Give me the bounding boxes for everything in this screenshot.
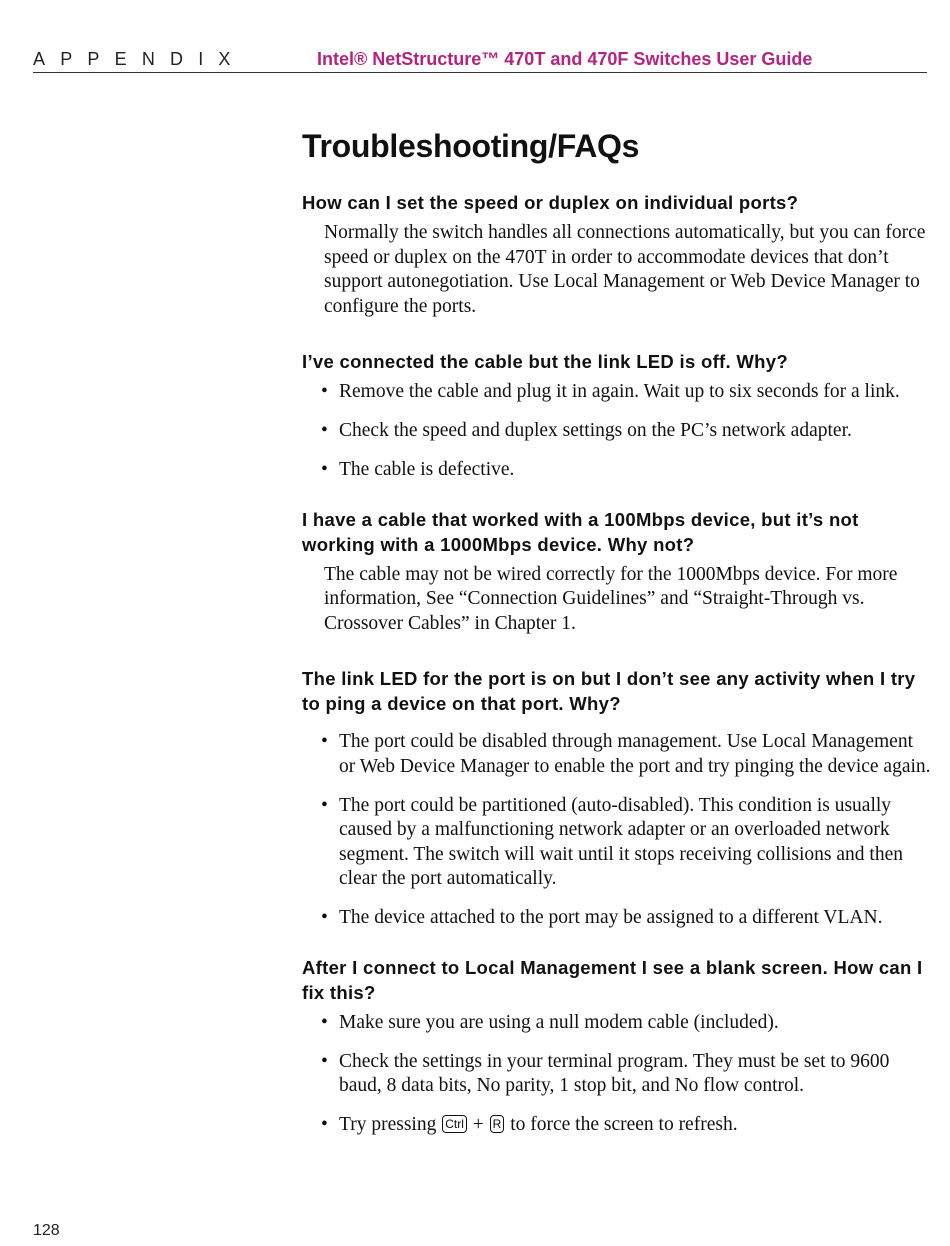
list-item-text-before: Try pressing	[339, 1114, 437, 1135]
r-key-icon: R	[490, 1115, 505, 1133]
list-item	[302, 419, 934, 444]
list-item	[302, 1113, 934, 1138]
list-item-text: Check the speed and duplex settings on the PC’s network adapter.	[339, 420, 852, 441]
faq-bullet-list	[302, 1011, 934, 1138]
guide-title: Intel® NetStructure™ 470T and 470F Switches User Guide	[317, 49, 813, 69]
list-item	[302, 1011, 934, 1036]
faq-question: After I connect to Local Management I see a blank screen. How can I fix this?	[302, 956, 923, 1003]
plus-sign: +	[472, 1114, 484, 1135]
bullet-glyph: •	[321, 381, 328, 402]
bullet-glyph: •	[321, 731, 328, 752]
bullet-glyph: •	[321, 907, 328, 928]
faq-question: The link LED for the port is on but I don’t see any activity when I try to ping a device on that port. Why?	[302, 668, 916, 714]
bullet-glyph: •	[321, 420, 328, 441]
bullet-glyph: •	[321, 794, 328, 816]
faq-bullet-list	[302, 730, 934, 931]
bullet-glyph: •	[321, 1114, 328, 1135]
bullet-glyph: •	[321, 459, 328, 480]
faq-answer: The cable may not be wired correctly for the 1000Mbps device. For more information, See “Connection Guidelines” and “Straight-Through vs. Crossover Cables” in Chapter 1.	[324, 563, 898, 634]
running-header	[33, 48, 927, 73]
list-item	[302, 458, 934, 483]
list-item	[302, 730, 934, 779]
faq-link-led-off	[302, 349, 934, 483]
faq-question: I’ve connected the cable but the link LED is off. Why?	[302, 351, 788, 372]
list-item-text: Remove the cable and plug it in again. Wait up to six seconds for a link.	[339, 381, 900, 402]
faq-answer: Normally the switch handles all connections automatically, but you can force speed or duplex on the 470T in order to accommodate devices that don’t support autonegotiation. Use Local Management or Web Device Manager to configure the ports.	[324, 222, 926, 317]
faq-question: How can I set the speed or duplex on individual ports?	[302, 192, 799, 213]
ctrl-key-icon: Ctrl	[442, 1115, 467, 1133]
list-item-text: The port could be disabled through management. Use Local Management or Web Device Manager to enable the port and try pinging the device again.	[339, 731, 931, 777]
list-item-text: Make sure you are using a null modem cable (included).	[339, 1011, 779, 1033]
list-item-text: Check the settings in your terminal program. They must be set to 9600 baud, 8 data bits, No parity, 1 stop bit, and No flow control.	[339, 1050, 890, 1096]
list-item-text: The cable is defective.	[339, 459, 515, 480]
faq-bullet-list	[302, 380, 934, 483]
list-item	[302, 380, 934, 405]
list-item-text: The device attached to the port may be assigned to a different VLAN.	[339, 907, 883, 928]
main-content	[302, 120, 934, 1162]
list-item	[302, 906, 934, 931]
faq-no-ping-activity	[302, 666, 934, 931]
list-item-text: The port could be partitioned (auto-disabled). This condition is usually caused by a malfunctioning network adapter or an overloaded network segment. The switch will wait until it stops receiving collisions and then clear the port automatically.	[339, 794, 903, 889]
bullet-glyph: •	[321, 1050, 328, 1072]
appendix-label: APPENDIX	[33, 49, 246, 69]
faq-blank-screen	[302, 955, 934, 1138]
page-title: Troubleshooting/FAQs	[302, 128, 640, 164]
list-item	[302, 1050, 934, 1099]
faq-cable-1000mbps	[302, 507, 934, 637]
faq-question: I have a cable that worked with a 100Mbps device, but it’s not working with a 1000Mbps device. Why not?	[302, 508, 859, 555]
faq-speed-duplex	[302, 190, 934, 319]
page-number: 128	[33, 1222, 60, 1239]
list-item	[302, 794, 934, 892]
list-item-text-after: to force the screen to refresh.	[510, 1114, 738, 1135]
bullet-glyph: •	[321, 1011, 328, 1033]
